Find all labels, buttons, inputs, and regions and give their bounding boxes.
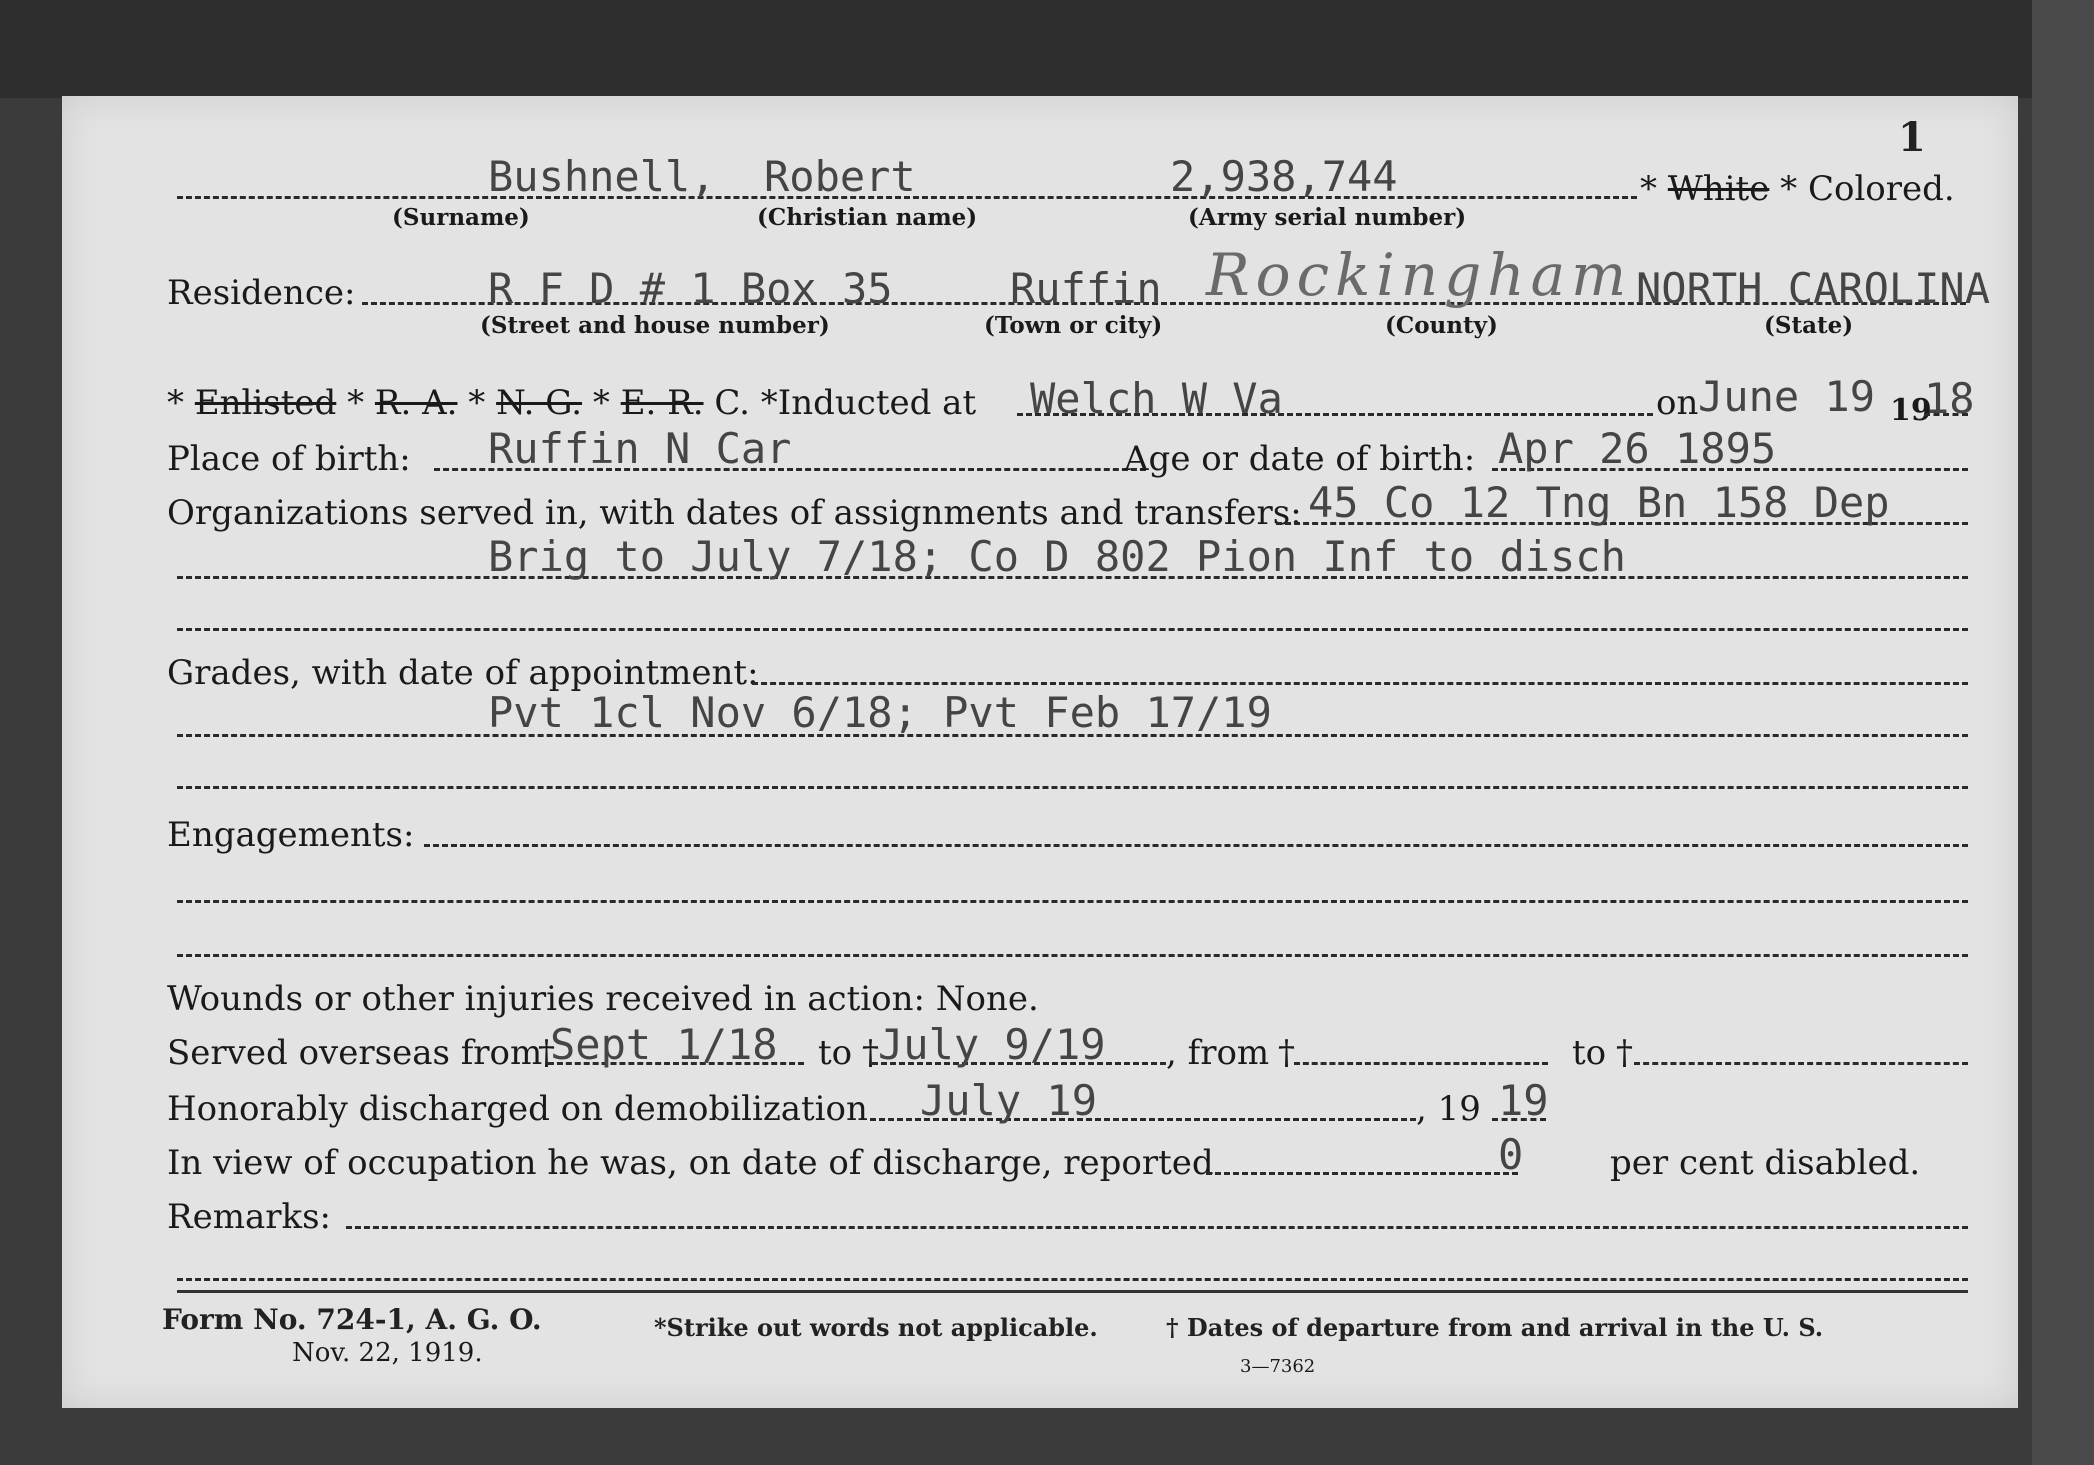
strike-note: *Strike out words not applicable. bbox=[654, 1313, 1098, 1342]
form-number: Form No. 724-1, A. G. O. bbox=[162, 1303, 542, 1336]
surname-label: (Surname) bbox=[392, 204, 530, 231]
er-c-option: C. bbox=[714, 383, 750, 423]
enlisted-option: Enlisted bbox=[194, 383, 337, 423]
grades-line-1 bbox=[752, 682, 1968, 685]
enlistment-type: * Enlisted * R. A. * N. G. * E. R. C. *Inducted at bbox=[167, 383, 977, 423]
inducted-label: *Inducted at bbox=[760, 383, 977, 423]
birth-place-value: Ruffin N Car bbox=[488, 424, 792, 473]
overseas-to-value: July 9/19 bbox=[878, 1020, 1106, 1069]
overseas-from-2-label: , from bbox=[1166, 1033, 1270, 1073]
residence-town: Ruffin bbox=[1010, 264, 1162, 313]
inducted-date-value: June 19 bbox=[1698, 372, 1876, 421]
discharge-date-value: July 19 bbox=[920, 1076, 1098, 1125]
inducted-place-value: Welch W Va bbox=[1030, 374, 1283, 423]
county-label: (County) bbox=[1385, 312, 1498, 339]
ng-option: N. G. bbox=[496, 383, 583, 423]
overseas-to-label: to bbox=[818, 1033, 853, 1073]
discharge-year-value: 19 bbox=[1498, 1076, 1549, 1125]
residence-street: R F D # 1 Box 35 bbox=[488, 264, 893, 313]
overseas-from-value: Sept 1/18 bbox=[550, 1020, 778, 1069]
birth-place-label: Place of birth: bbox=[167, 439, 411, 479]
state-label: (State) bbox=[1764, 312, 1854, 339]
disability-line bbox=[1206, 1172, 1518, 1175]
overseas-dagger-3: † bbox=[1278, 1033, 1295, 1073]
er-option: E. R. bbox=[620, 383, 704, 423]
street-label: (Street and house number) bbox=[480, 312, 830, 339]
overseas-dagger-1: † bbox=[538, 1033, 555, 1073]
year-prefix: 19 bbox=[1890, 393, 1932, 428]
dates-note: † Dates of departure from and arrival in the U. S. bbox=[1166, 1313, 1824, 1342]
grades-line-3 bbox=[177, 786, 1968, 789]
race-white: White bbox=[1667, 169, 1770, 209]
overseas-dagger-2: † bbox=[862, 1033, 879, 1073]
overseas-label: Served overseas from bbox=[167, 1033, 543, 1073]
card-number: 1 bbox=[1898, 114, 1926, 161]
engagements-label: Engagements: bbox=[167, 815, 415, 855]
christian-name-label: (Christian name) bbox=[757, 204, 978, 231]
town-label: (Town or city) bbox=[984, 312, 1163, 339]
organizations-value-1: 45 Co 12 Tng Bn 158 Dep bbox=[1308, 478, 1890, 527]
overseas-to-2-label: to bbox=[1572, 1033, 1607, 1073]
organizations-value-2: Brig to July 7/18; Co D 802 Pion Inf to disch bbox=[488, 532, 1626, 581]
grades-label: Grades, with date of appointment: bbox=[167, 653, 759, 693]
serial-number-label: (Army serial number) bbox=[1188, 204, 1467, 231]
engagements-line-1 bbox=[424, 844, 1968, 847]
overseas-to-2-line bbox=[1634, 1062, 1968, 1065]
disability-suffix: per cent disabled. bbox=[1610, 1143, 1921, 1183]
inducted-year-line bbox=[1924, 413, 1968, 416]
wounds-label: Wounds or other injuries received in action: None. bbox=[167, 979, 1039, 1019]
ra-option: R. A. bbox=[374, 383, 458, 423]
on-label: on bbox=[1656, 383, 1699, 423]
race-colored: Colored. bbox=[1807, 169, 1955, 209]
grades-value: Pvt 1cl Nov 6/18; Pvt Feb 17/19 bbox=[488, 688, 1272, 737]
discharge-year-prefix: , 19 bbox=[1416, 1089, 1481, 1129]
overseas-from-2-line bbox=[1294, 1062, 1548, 1065]
engagements-line-2 bbox=[177, 900, 1968, 903]
remarks-label: Remarks: bbox=[167, 1197, 331, 1237]
age-label: Age or date of birth: bbox=[1124, 439, 1476, 479]
remarks-line-1 bbox=[346, 1226, 1968, 1229]
service-record-card bbox=[62, 96, 2018, 1408]
christian-name-value: Robert bbox=[764, 152, 916, 201]
residence-state: NORTH CAROLINA bbox=[1636, 264, 1991, 313]
residence-county-handwritten: Rockingham bbox=[1206, 241, 1633, 309]
organizations-line-3 bbox=[177, 628, 1968, 631]
discharge-label: Honorably discharged on demobilization bbox=[167, 1089, 868, 1129]
scan-background-right bbox=[2032, 0, 2094, 1465]
inducted-year-value: 18 bbox=[1924, 374, 1975, 423]
age-value: Apr 26 1895 bbox=[1498, 424, 1777, 473]
form-date: Nov. 22, 1919. bbox=[292, 1338, 483, 1368]
footer-rule bbox=[177, 1290, 1968, 1293]
disability-label: In view of occupation he was, on date of discharge, reported bbox=[167, 1143, 1214, 1183]
serial-number-value: 2,938,744 bbox=[1170, 152, 1398, 201]
surname-value: Bushnell, bbox=[488, 152, 716, 201]
print-code: 3—7362 bbox=[1240, 1356, 1316, 1377]
residence-label: Residence: bbox=[167, 273, 356, 313]
race-field: * White * Colored. bbox=[1640, 169, 1955, 209]
scan-background-top bbox=[0, 0, 2094, 98]
engagements-line-3 bbox=[177, 954, 1968, 957]
organizations-label: Organizations served in, with dates of assignments and transfers: bbox=[167, 493, 1302, 533]
disability-value: 0 bbox=[1498, 1130, 1524, 1179]
remarks-line-2 bbox=[177, 1278, 1968, 1281]
overseas-dagger-4: † bbox=[1616, 1033, 1633, 1073]
